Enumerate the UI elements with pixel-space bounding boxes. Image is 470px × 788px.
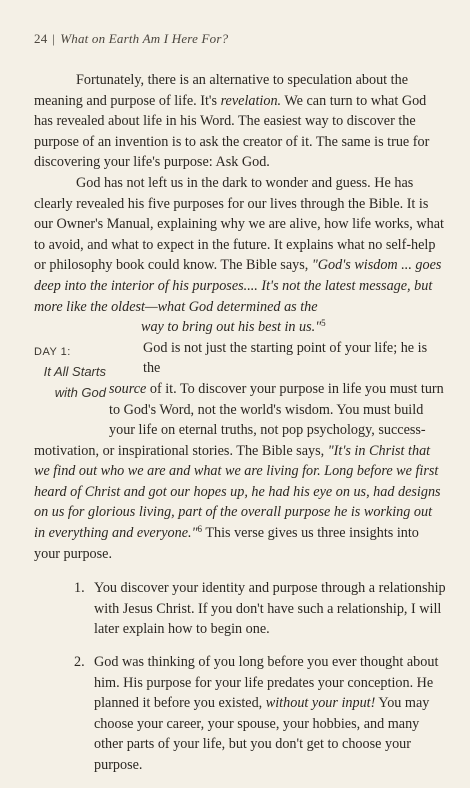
paragraph-1-text-c: We can turn to what God has revealed about life in his Word. The easiest way to discover the purpose of an invention is to ask the creator of it. The same is true for discovering your life's purpose: Ask God.	[34, 92, 430, 171]
paragraph-1	[34, 70, 446, 173]
paragraph-2-quote: "God's wisdom ... goes deep into the interior of his purposes.... It's not the latest message, but more like the oldest—what God determined as the	[34, 257, 442, 315]
margin-note-topic-1: It All Starts	[43, 364, 106, 380]
paragraph-3-quote: "It's in Christ that we find out who we are and what we are living for. Long before we first heard of Christ and got our hopes up, he had his eye on us, had designs on us for glorious living, part of the overall purpose he is working out in everything and everyone."	[34, 442, 441, 542]
page-number: 24	[34, 31, 48, 46]
margin-note	[22, 342, 106, 404]
paragraph-3-rest	[34, 441, 446, 565]
list-item-number: 2.	[74, 654, 85, 671]
list-item-text: You discover your identity and purpose through a relationship with Jesus Christ. If you don't have such a relationship, I will later explain how to begin one.	[94, 580, 446, 638]
paragraph-1-emphasis: revelation.	[220, 92, 282, 109]
paragraph-3-line-2: of it. To discover your purpose in life you must turn	[146, 380, 444, 397]
paragraph-3-line-3: to God's Word, not the world's wisdom. You must build	[109, 401, 424, 418]
paragraph-3-line-4: your life on eternal truths, not pop psychology, success-	[109, 422, 426, 439]
paragraph-3-rest-a: motivation, or inspirational stories. The Bible says,	[34, 442, 328, 459]
day-1-section	[34, 338, 446, 565]
list-item-number: 1.	[74, 580, 85, 597]
book-title: What on Earth Am I Here For?	[60, 31, 229, 46]
paragraph-2-quote-end	[34, 317, 446, 338]
insights-list	[34, 578, 446, 775]
list-item	[74, 652, 446, 776]
list-item-text-b: You may choose your career, your spouse, your hobbies, and many other parts of your life, but you don't get to choose your purpose.	[94, 695, 430, 773]
paragraph-2	[34, 173, 446, 317]
list-item-text-a: God was thinking of you long before you ever thought about him. His purpose for your life predates your conception. He planned it before you existed,	[94, 654, 439, 712]
footnote-ref-5: 5	[321, 318, 326, 329]
page-body	[34, 70, 446, 788]
list-item	[74, 578, 446, 640]
margin-note-day: DAY 1:	[34, 345, 71, 358]
paragraph-2-quote-tail: way to bring out his best in us."	[141, 319, 322, 336]
paragraph-3-line-1: God is not just the starting point of your life; he is the	[143, 339, 428, 377]
margin-note-topic-2: with God	[54, 384, 106, 400]
footnote-ref-6: 6	[197, 524, 203, 535]
list-item-emphasis: without your input!	[265, 695, 376, 712]
running-header	[34, 31, 228, 47]
header-separator: |	[52, 31, 56, 46]
paragraph-1-text-a: Fortunately, there is an alternative to speculation about the meaning and purpose of life. It's	[34, 72, 408, 109]
paragraph-3-source: source	[109, 380, 147, 397]
paragraph-3-rest-b: This verse gives us three insights into your purpose.	[34, 525, 419, 562]
paragraph-2-text: God has not left us in the dark to wonder and guess. He has clearly revealed his five purposes for our lives through the Bible. It is our Owner's Manual, explaining why we are alive, how life works, what to avoid, and what to expect in the future. It explains what no self-help or philosophy book could know. The Bible says,	[34, 174, 444, 274]
